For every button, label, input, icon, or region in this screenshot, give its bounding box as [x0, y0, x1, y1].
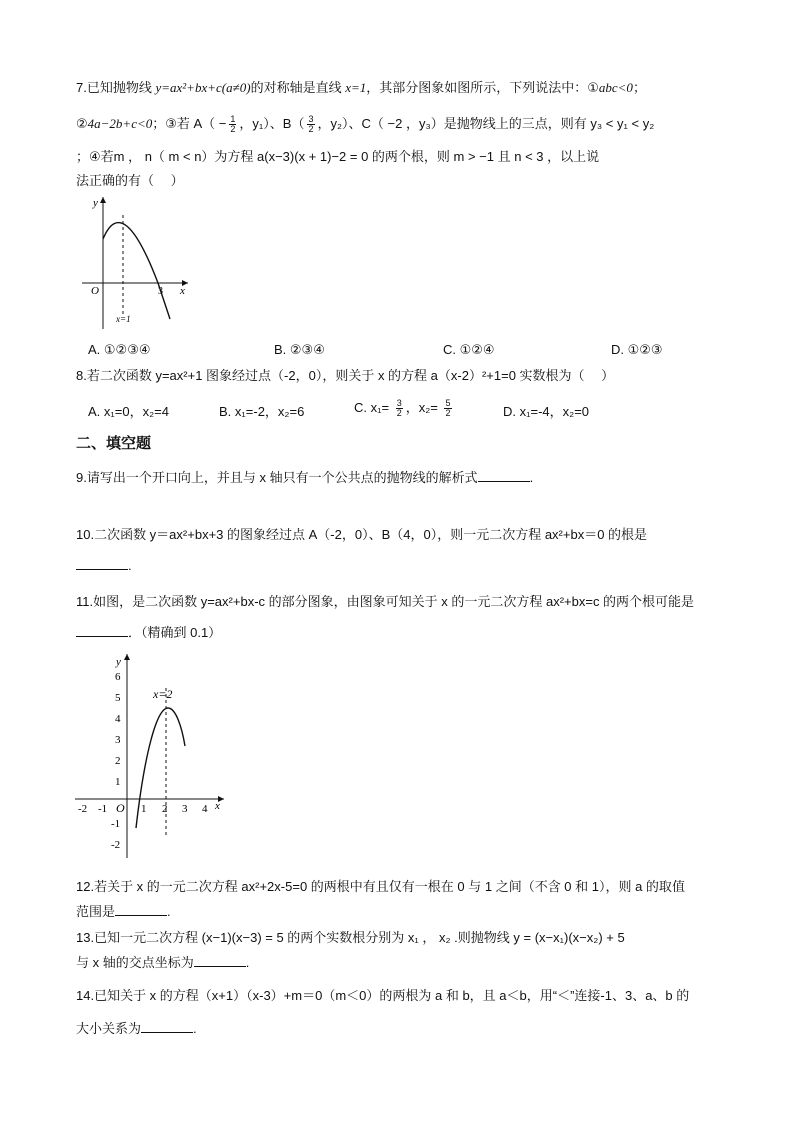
q10-text: 10.二次函数 y＝ax²+bx+3 的图象经过点 A（-2，0）、B（4，0），则一元二次方程 ax²+bx＝0 的根是	[76, 527, 648, 542]
x-label: x	[215, 800, 220, 812]
q7-text: 的对称轴是直线	[250, 80, 346, 95]
y-label: y	[93, 197, 98, 209]
q7-fraction-a: $\frac{1}{2}$	[230, 114, 236, 135]
q11-parabola-graph	[72, 650, 232, 862]
parabola-curve	[103, 223, 170, 319]
q7-line-2	[76, 115, 654, 134]
q7-text: ，y₁）、B（	[239, 116, 305, 131]
origin-label: O	[91, 285, 99, 297]
q11-answer-line: ．（精确到 0.1）	[76, 624, 221, 642]
q7-line-3: ；④若m ， n（ m < n）为方程 a(x−3)(x + 1)−2 = 0 的两个根，则 m > −1 且 n < 3 ，以上说	[76, 149, 600, 164]
x-tick: -2	[78, 803, 88, 815]
y-tick: 1	[115, 776, 121, 788]
q11-text: 11.如图，是二次函数 y=ax²+bx-c 的部分图象，由图象可知关于 x 的一元二次方程 ax²+bx=c 的两个根可能是	[76, 594, 695, 609]
q13-text: 13.已知一元二次方程 (x−1)(x−3) = 5 的两个实数根分别为 x₁ ， x₂ .则抛物线 y = (x−x₁)(x−x₂) + 5	[76, 930, 625, 945]
q8-option-b[interactable]: B. x₁=-2，x₂=6	[219, 404, 305, 419]
answer-blank[interactable]	[141, 1020, 193, 1033]
y-tick: 4	[115, 713, 121, 725]
x-tick: 2	[162, 803, 168, 815]
q7-text: ，y₂）、C（ −2 ，y₃）是抛物线上的三点，则有 y₃ < y₁ < y₂	[317, 116, 655, 131]
q7-axis: x=1	[345, 80, 367, 95]
y-tick: 2	[115, 755, 121, 767]
origin-label: O	[116, 801, 125, 815]
y-tick: 6	[115, 671, 121, 683]
y-tick: 5	[115, 692, 121, 704]
x-tick: 1	[141, 803, 147, 815]
fraction: $\frac{5}{2}$	[445, 398, 451, 419]
answer-blank[interactable]	[194, 954, 246, 967]
y-axis-arrow	[100, 197, 106, 203]
answer-blank[interactable]	[115, 903, 167, 916]
y-tick: -2	[111, 839, 121, 851]
y-tick: 3	[115, 734, 121, 746]
q7-text: ，其部分图象如图所示，下列说法中：①	[366, 80, 599, 95]
q7-condition: abc<0	[598, 80, 633, 95]
q7-text: ②	[76, 116, 88, 131]
q8-option-d[interactable]: D. x₁=-4，x₂=0	[503, 404, 590, 419]
q12-text: 12.若关于 x 的一元二次方程 ax²+2x-5=0 的两根中有且仅有一根在 0 与 1 之间（不含 0 和 1），则 a 的取值	[76, 879, 685, 894]
q7-option-a[interactable]: A. ①②③④	[88, 342, 151, 357]
section-title: 二、填空题	[76, 435, 152, 452]
q8-option-c[interactable]: C. x₁= $\frac{3}{2}$ ，x₂= $\frac{5}{2}$	[354, 398, 451, 419]
q9: 9.请写出一个开口向上，并且与 x 轴只有一个公共点的抛物线的解析式 .	[76, 470, 534, 485]
x-tick: 4	[202, 803, 208, 815]
x-tick: -1	[98, 803, 108, 815]
x-tick-labels	[78, 803, 208, 815]
q7-option-d[interactable]: D. ①②③	[611, 342, 663, 357]
y-axis-arrow	[124, 654, 130, 660]
q13-answer-line: 与 x 轴的交点坐标为 .	[76, 955, 250, 970]
y-tick-labels	[111, 671, 121, 851]
q7-text: ；	[632, 80, 646, 95]
q7-fraction-b: $\frac{3}{2}$	[308, 114, 314, 135]
q14-text: 14.已知关于 x 的方程（x+1）（x-3）+m＝0（m＜0）的两根为 a 和 b，且 a＜b，用“＜”连接-1、3、a、b 的	[76, 988, 690, 1003]
y-label: y	[116, 656, 121, 668]
tick-3: 3	[158, 286, 163, 297]
q8-text: 8.若二次函数 y=ax²+1 图象经过点（-2，0），则关于 x 的方程 a（x-2）²+1=0 实数根为（ ）	[76, 368, 615, 383]
q9-text: 9.请写出一个开口向上，并且与 x 轴只有一个公共点的抛物线的解析式	[76, 470, 478, 485]
fraction: $\frac{3}{2}$	[396, 398, 402, 419]
q7-parabola-graph	[80, 193, 192, 333]
q7-line-1	[76, 79, 646, 97]
answer-blank[interactable]	[76, 624, 128, 637]
x-tick: 3	[182, 803, 188, 815]
q7-line-4: 法正确的有（ ）	[76, 173, 184, 188]
q12-answer-line: 范围是 .	[76, 904, 171, 919]
q10-answer-line: .	[76, 557, 132, 575]
axis-label: x=2	[153, 687, 173, 701]
y-tick: -1	[111, 818, 121, 830]
q7-condition: 4a−2b+c<0	[87, 116, 153, 131]
q14-answer-line: 大小关系为 .	[76, 1021, 197, 1036]
answer-blank[interactable]	[76, 557, 128, 570]
q7-option-b[interactable]: B. ②③④	[274, 342, 325, 357]
q7-text: 7.已知抛物线	[76, 80, 156, 95]
axis-label: x=1	[116, 314, 131, 324]
q7-text: ；③若 A（ −	[152, 116, 227, 131]
x-label: x	[180, 285, 185, 297]
q8-option-a[interactable]: A. x₁=0，x₂=4	[88, 404, 169, 419]
q7-formula: y=ax²+bx+c(a≠0)	[155, 80, 251, 95]
answer-blank[interactable]	[478, 469, 530, 482]
q7-option-c[interactable]: C. ①②④	[443, 342, 495, 357]
